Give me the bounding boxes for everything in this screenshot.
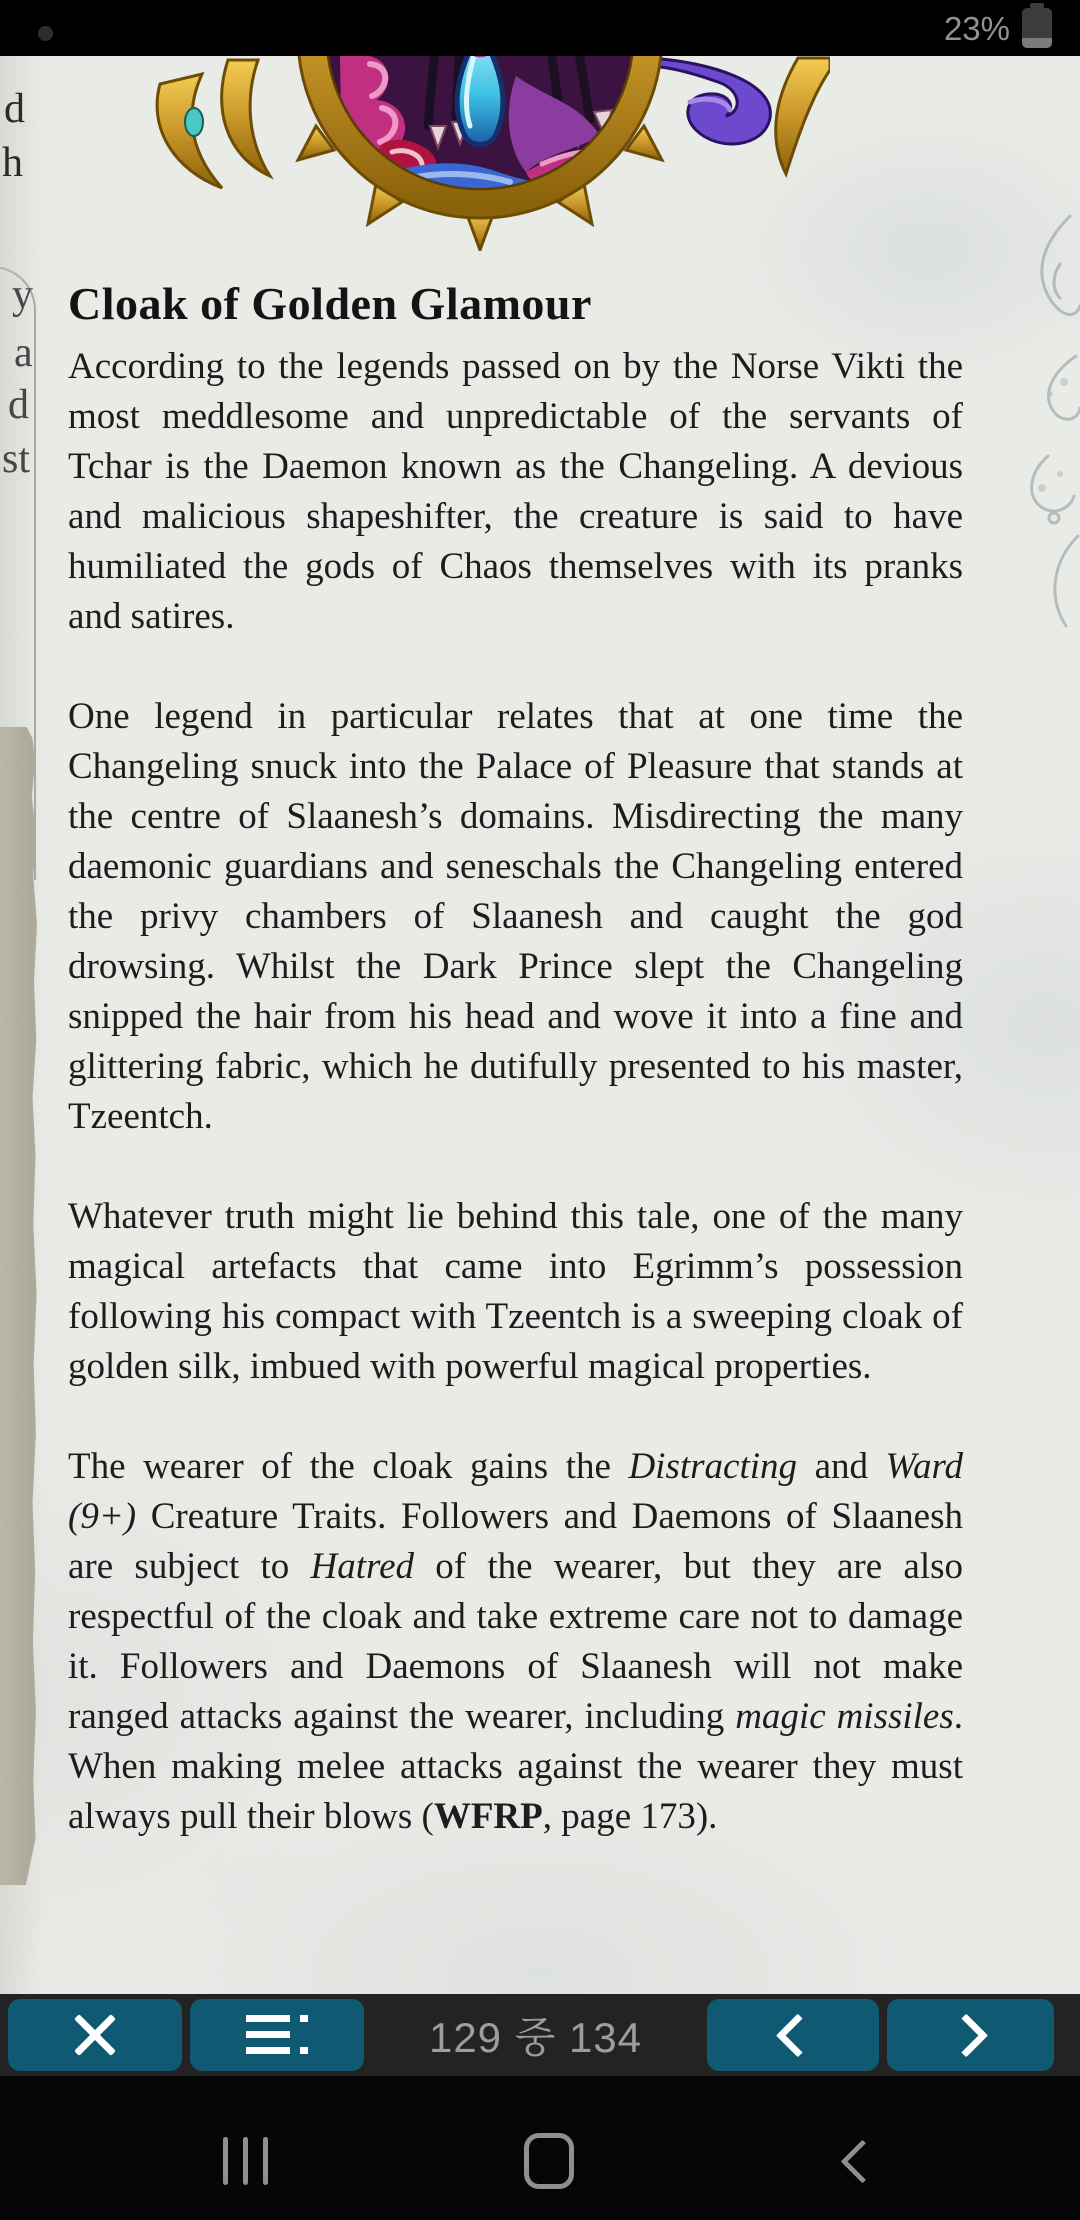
prev-page-letter: d	[8, 382, 29, 428]
chevron-right-icon	[944, 2013, 988, 2057]
table-of-contents-icon	[246, 2013, 308, 2057]
close-icon	[73, 2013, 117, 2057]
body-paragraph: The wearer of the cloak gains the Distracting and Ward (9+) Creature Traits. Followers and Daemons of Slaanesh are subject to Hatred of the wearer, but they are also respectful of the cloak and take extreme care not to damage it. Followers and Daemons of Slaanesh will not make ranged attacks against the wearer, including magic missiles. When making melee attacks against the wearer they must always pull their blows (WFRP, page 173).	[68, 1446, 964, 1837]
flourish-artwork	[990, 206, 1080, 646]
body-paragraph: According to the legends passed on by the Norse Vikti the most meddlesome and unpredictable of the servants of Tchar is the Daemon known as the Changeling. A devious and malicious shapeshifter, the creature is said to have humiliated the gods of Chaos themselves with its pranks and satires.	[68, 346, 963, 637]
prev-page-letter: a	[14, 330, 33, 376]
next-page-button[interactable]	[887, 1999, 1054, 2071]
notification-dot-icon	[38, 26, 53, 41]
prev-page-letter: d	[4, 86, 25, 132]
medallion-artwork	[130, 56, 830, 251]
prev-page-letter: y	[12, 272, 33, 318]
home-button[interactable]	[504, 2126, 594, 2196]
previous-page-button[interactable]	[707, 1999, 879, 2071]
back-button[interactable]	[812, 2126, 902, 2196]
page-content	[68, 278, 963, 1842]
recents-icon	[223, 2137, 268, 2185]
page-indicator: 129 중 134	[428, 2014, 643, 2061]
reader-toolbar	[0, 1994, 1080, 2076]
reader-page[interactable]	[0, 56, 1080, 1994]
body-paragraphs	[68, 342, 963, 1842]
android-navigation-bar	[0, 2104, 1080, 2220]
bottom-bar-area	[0, 1994, 1080, 2220]
close-button[interactable]	[8, 1999, 182, 2071]
recents-button[interactable]	[200, 2126, 290, 2196]
page-title: Cloak of Golden Glamour	[68, 278, 592, 329]
back-icon	[840, 2139, 884, 2183]
page-deckle-edge	[0, 727, 37, 1885]
chevron-left-icon	[775, 2013, 819, 2057]
battery-icon	[1022, 8, 1052, 48]
body-paragraph: Whatever truth might lie behind this tale, one of the many magical artefacts that came into Egrimm’s possession following his compact with Tzeentch is a sweeping cloak of golden silk, imbued with powerful magical properties.	[68, 1196, 963, 1387]
prev-page-letter: h	[2, 140, 23, 186]
battery-percent-label: 23%	[943, 9, 1010, 47]
prev-page-letter: st	[2, 436, 31, 482]
home-icon	[524, 2133, 574, 2189]
body-paragraph: One legend in particular relates that at one time the Changeling snuck into the Palace of Pleasure that stands at the centre of Slaanesh’s domains. Misdirecting the many daemonic guardians and seneschals the Changeling entered the privy chambers of Slaanesh and caught the god drowsing. Whilst the Dark Prince slept the Changeling snipped the hair from his head and wove it into a fine and glittering fabric, which he dutifully presented to his master, Tzeentch.	[68, 696, 963, 1137]
table-of-contents-button[interactable]	[190, 1999, 364, 2071]
status-bar	[0, 0, 1080, 56]
